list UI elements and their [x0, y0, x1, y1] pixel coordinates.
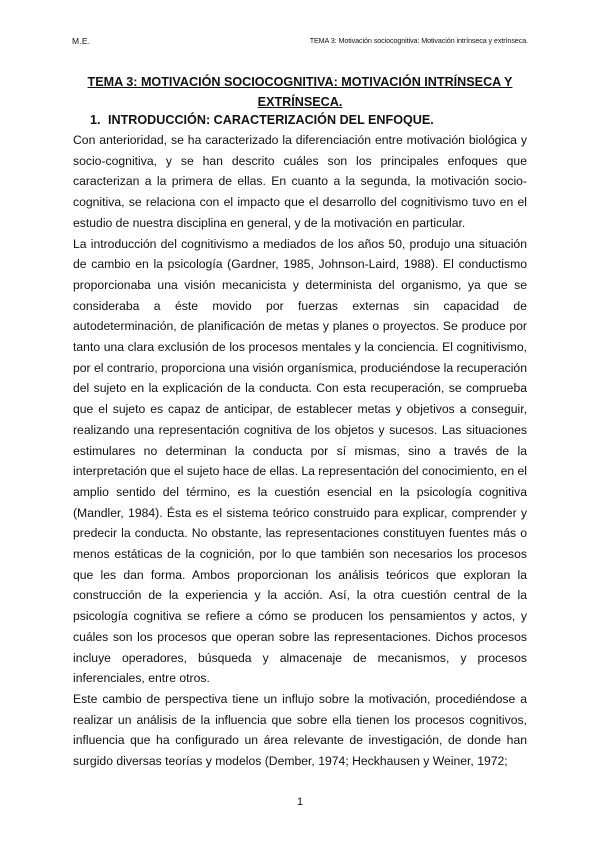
paragraph: La introducción del cognitivismo a mediados de los años 50, produjo una situación de cambio en la psicología (Gardner, 1985, Johnson-Laird, 1988). El conductismo proporcionaba una visión mecanicista y determinista del organismo, ya que se consideraba a éste movido por fuerzas externas sin capacidad de autodeterminación, de planificación de metas y planes o proyectos. Se produce por tanto una clara exclusión de los procesos mentales y la conciencia. El cognitivismo, por el contrario, proporciona una visión organísmica, produciéndose la recuperación del sujeto en la explicación de la conducta. Con esta recuperación, se comprueba que el sujeto es capaz de anticipar, de establecer metas y objetivos a conseguir, realizando una representación cognitiva de los objetos y sucesos. Las situaciones estimulares no determinan la conducta por sí mismas, sino a través de la interpretación que el sujeto hace de ellas. La representación del conocimiento, en el amplio sentido del término, es la cuestión esencial en la psicología cognitiva (Mandler, 1984). Ésta es el sistema teórico construido para explicar, comprender y predecir la conducta. No obstante, las representaciones constituyen fuentes más o menos estáticas de la cognición, por lo que también son necesarios los procesos que les dan forma. Ambos proporcionan los análisis teóricos que exploran la construcción de la experiencia y la acción. Así, la otra cuestión central de la psicología cognitiva se refiere a cómo se producen los pensamientos y actos, y cuáles son los procesos que operan sobre las representaciones. Dichos procesos incluye operadores, búsqueda y almacenaje de mecanismos, y procesos inferenciales, entre otros. [73, 236, 527, 686]
document-title: TEMA 3: MOTIVACIÓN SOCIOCOGNITIVA: MOTIVACIÓN INTRÍNSECA Y EXTRÍNSECA. [87, 75, 513, 109]
section-number: 1. [90, 113, 101, 127]
paragraph: Este cambio de perspectiva tiene un influjo sobre la motivación, procediéndose a realizar un análisis de la influencia que sobre ella tienen los procesos cognitivos, influencia que ha configurado un área relevante de investigación, de donde han surgido diversas teorías y modelos (Dember, 1974; Heckhausen y Weiner, 1972; [73, 691, 527, 769]
section-heading-text: INTRODUCCIÓN: CARACTERIZACIÓN DEL ENFOQUE. [108, 113, 434, 127]
page-number: 1 [296, 796, 304, 808]
paragraph: Con anterioridad, se ha caracterizado la diferenciación entre motivación biológica y socio-cognitiva, y se han descrito cuáles son los principales enfoques que caracterizan a la primera de ellas. En cuanto a la segunda, la motivación socio-cognitiva, se relaciona con el impacto que el desarrollo del cognitivismo tuvo en el estudio de nuestra disciplina en general, y de la motivación en particular. [73, 133, 527, 230]
header-author: M.E. [72, 36, 91, 46]
body-text [73, 130, 527, 772]
section-heading [90, 112, 434, 128]
header-chapter-title: TEMA 3: Motivación sociocognitiva: Motivación intrínseca y extrínseca. [309, 36, 528, 45]
